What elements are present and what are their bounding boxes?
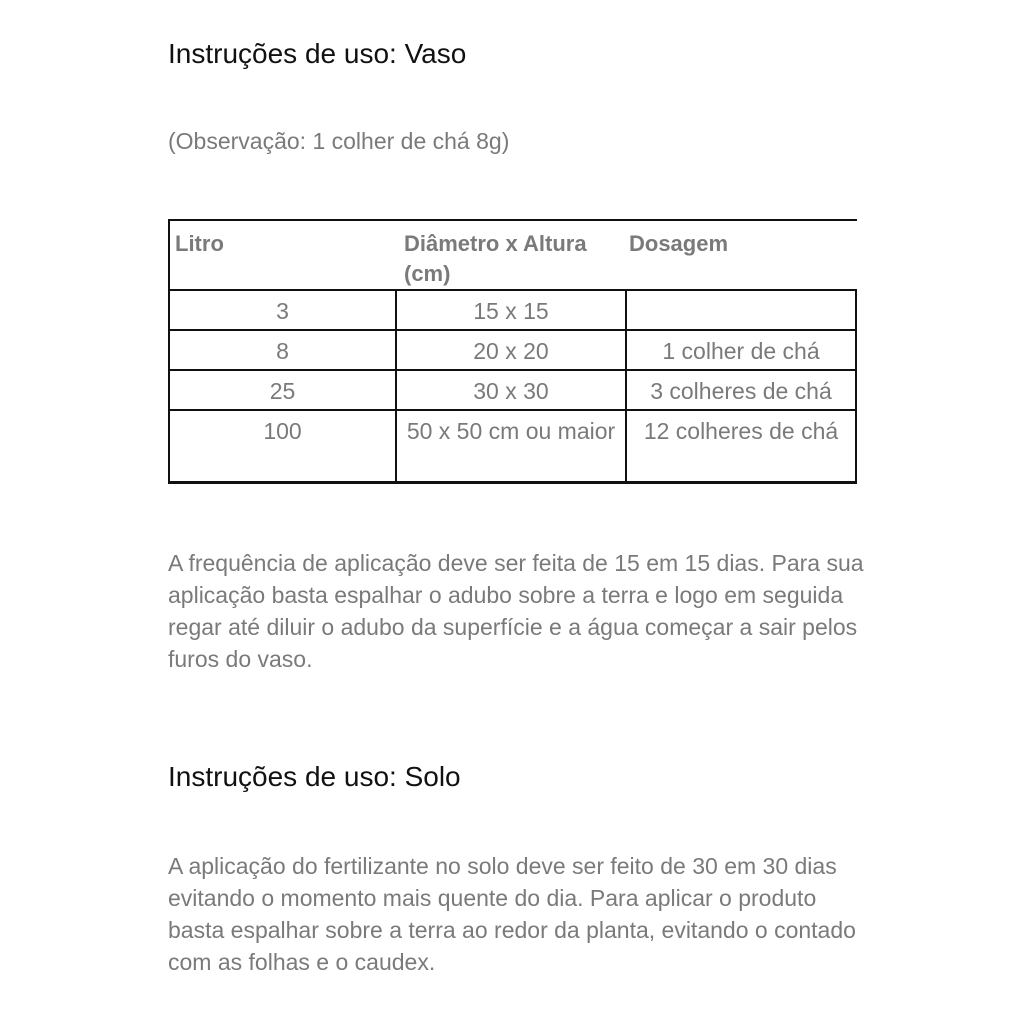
cell-dosagem [627,291,855,329]
cell-litro: 25 [170,371,397,409]
table-row [168,329,857,369]
solo-instructions-paragraph: A aplicação do fertilizante no solo deve ser feito de 30 em 30 dias evitando o momento mais quente do dia. Para aplicar o produto basta espalhar sobre a terra ao redor da planta, evitando o contado com as folhas e o caudex. [168,853,856,975]
cell-litro: 100 [170,411,397,481]
cell-litro: 8 [170,331,397,369]
table-row [168,291,857,329]
cell-litro: 3 [170,291,397,329]
cell-diametro: 50 x 50 cm ou maior [397,411,627,481]
cell-dosagem: 1 colher de chá [662,338,820,364]
vaso-heading: Instruções de uso: Vaso [168,38,467,69]
table-row [168,409,857,481]
table-row [168,369,857,409]
dosage-table [168,219,857,484]
cell-dosagem: 3 colheres de chá [650,378,832,404]
header-dosagem: Dosagem [629,231,729,256]
cell-diametro: 15 x 15 [397,291,627,329]
vaso-instructions-paragraph: A frequência de aplicação deve ser feita de 15 em 15 dias. Para sua aplicação basta espalhar o adubo sobre a terra e logo em seguida regar até diluir o adubo da superfície e a água começar a sair pelos furos do vaso. [168,550,864,672]
cell-diametro: 20 x 20 [397,331,627,369]
header-diametro: Diâmetro x Altura (cm) [404,231,587,286]
solo-heading: Instruções de uso: Solo [168,761,461,792]
cell-dosagem: 12 colheres de chá [643,418,839,444]
dosage-table-header [168,221,857,291]
measurement-note: (Observação: 1 colher de chá 8g) [168,128,510,154]
cell-diametro: 30 x 30 [397,371,627,409]
header-litro: Litro [175,231,224,256]
